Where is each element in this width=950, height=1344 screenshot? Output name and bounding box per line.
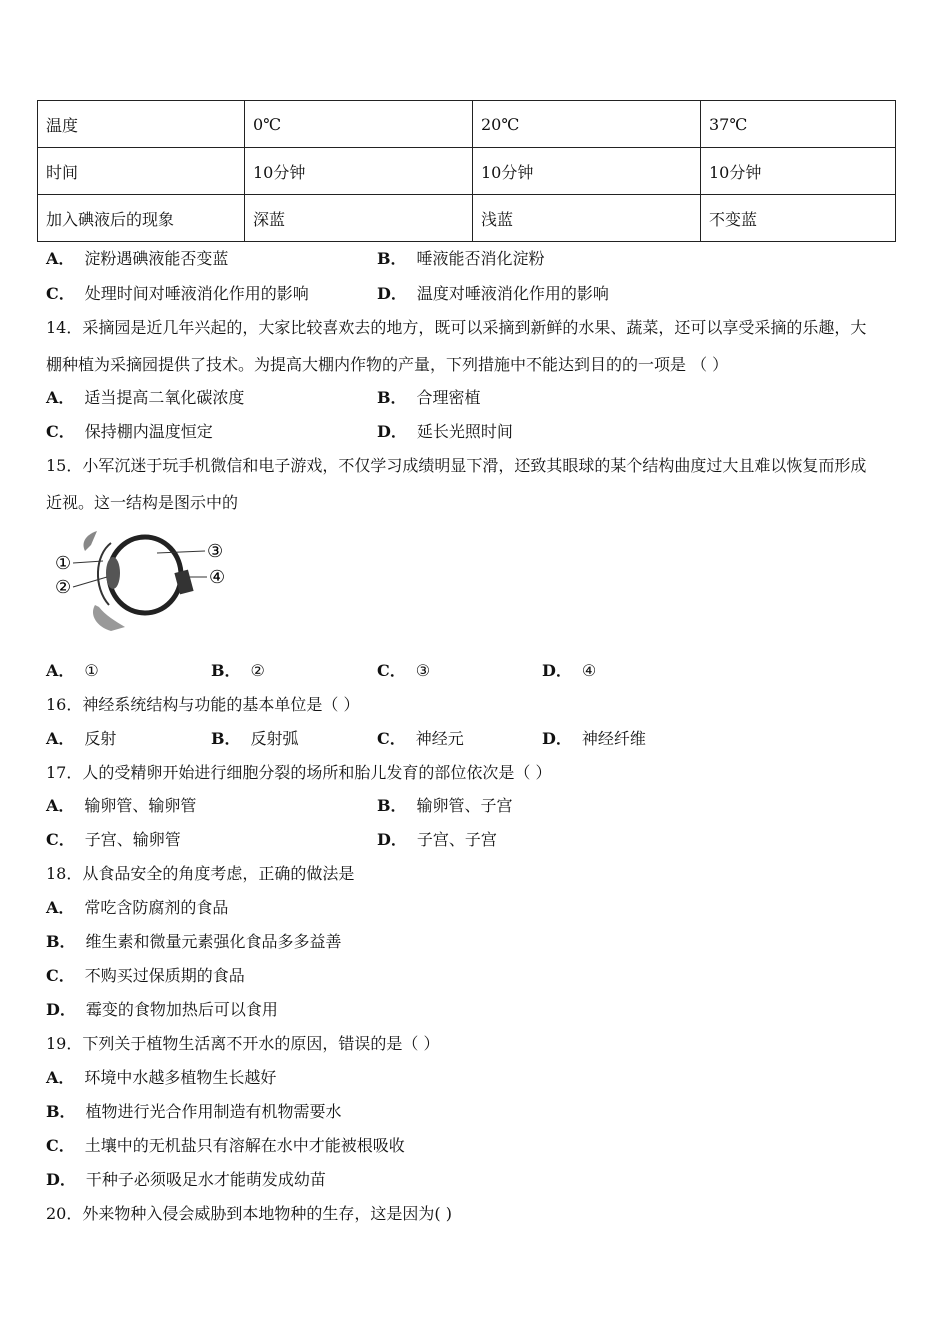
q16-option-c[interactable]: C． 神经元 <box>377 729 464 748</box>
q14-option-b[interactable]: B． 合理密植 <box>377 388 481 407</box>
q14-option-c[interactable]: C． 保持棚内温度恒定 <box>46 422 213 441</box>
leader-line <box>73 577 107 587</box>
label-1: ① <box>55 553 72 574</box>
table-cell: 浅蓝 <box>473 195 701 242</box>
q15-option-b[interactable]: B． ② <box>211 661 265 680</box>
q15-option-a[interactable]: A． ① <box>46 661 99 680</box>
q13-option-a[interactable]: A． 淀粉遇碘液能否变蓝 <box>46 249 229 268</box>
q17-option-b[interactable]: B． 输卵管、子宫 <box>377 796 513 815</box>
label-2: ② <box>55 577 72 598</box>
q13-option-d[interactable]: D． 温度对唾液消化作用的影响 <box>377 284 609 303</box>
q14-option-d[interactable]: D． 延长光照时间 <box>377 422 513 441</box>
eyeball-diagram <box>45 523 235 635</box>
q15-option-d[interactable]: D． ④ <box>542 661 597 680</box>
q18-option-a[interactable]: A． 常吃含防腐剂的食品 <box>46 898 229 917</box>
lens-shape <box>106 557 120 589</box>
table-cell: 不变蓝 <box>701 195 896 242</box>
q16-option-a[interactable]: A． 反射 <box>46 729 117 748</box>
table-cell: 加入碘液后的现象 <box>38 195 245 242</box>
q15-stem-line1: 15．小军沉迷于玩手机微信和电子游戏，不仅学习成绩明显下滑，还致其眼球的某个结构曲度过大且难以恢复而形成 <box>46 456 867 475</box>
experiment-table <box>37 100 896 242</box>
table-cell: 温度 <box>38 101 245 148</box>
q13-option-b[interactable]: B． 唾液能否消化淀粉 <box>377 249 545 268</box>
table-cell: 10分钟 <box>473 148 701 195</box>
q19-stem: 19．下列关于植物生活离不开水的原因，错误的是（ ） <box>46 1034 440 1053</box>
upper-eyelid-shape <box>84 531 98 551</box>
table-cell: 37℃ <box>701 101 896 148</box>
q14-option-a[interactable]: A． 适当提高二氧化碳浓度 <box>46 388 245 407</box>
q19-option-c[interactable]: C． 土壤中的无机盐只有溶解在水中才能被根吸收 <box>46 1136 405 1155</box>
q15-option-c[interactable]: C． ③ <box>377 661 431 680</box>
table-cell: 10分钟 <box>245 148 473 195</box>
q16-option-b[interactable]: B． 反射弧 <box>211 729 299 748</box>
lower-eyelid-shape <box>93 605 125 631</box>
q18-option-b[interactable]: B． 维生素和微量元素强化食品多多益善 <box>46 932 342 951</box>
table-cell: 0℃ <box>245 101 473 148</box>
table-cell: 20℃ <box>473 101 701 148</box>
q16-option-d[interactable]: D． 神经纤维 <box>542 729 646 748</box>
q18-option-d[interactable]: D． 霉变的食物加热后可以食用 <box>46 1000 278 1019</box>
table-row <box>38 101 896 148</box>
table-cell: 时间 <box>38 148 245 195</box>
label-3: ③ <box>207 541 224 562</box>
table-cell: 10分钟 <box>701 148 896 195</box>
q20-stem: 20．外来物种入侵会威胁到本地物种的生存，这是因为( ) <box>46 1204 452 1223</box>
q14-stem-line2: 棚种植为采摘园提供了技术。为提高大棚内作物的产量，下列措施中不能达到目的的一项是 （ ） <box>46 355 729 374</box>
table-row <box>38 195 896 242</box>
table-cell: 深蓝 <box>245 195 473 242</box>
q13-option-c[interactable]: C． 处理时间对唾液消化作用的影响 <box>46 284 309 303</box>
q19-option-d[interactable]: D． 干种子必须吸足水才能萌发成幼苗 <box>46 1170 326 1189</box>
q17-stem: 17．人的受精卵开始进行细胞分裂的场所和胎儿发育的部位依次是（ ） <box>46 763 552 782</box>
q19-option-b[interactable]: B． 植物进行光合作用制造有机物需要水 <box>46 1102 342 1121</box>
label-4: ④ <box>209 567 226 588</box>
q17-option-d[interactable]: D． 子宫、子宫 <box>377 830 497 849</box>
table-row <box>38 148 896 195</box>
q17-option-c[interactable]: C． 子宫、输卵管 <box>46 830 181 849</box>
q16-stem: 16．神经系统结构与功能的基本单位是（ ） <box>46 695 360 714</box>
q18-stem: 18．从食品安全的角度考虑，正确的做法是 <box>46 864 355 883</box>
q14-stem-line1: 14．采摘园是近几年兴起的，大家比较喜欢去的地方，既可以采摘到新鲜的水果、蔬菜，还可以享受采摘的乐趣，大 <box>46 318 867 337</box>
q17-option-a[interactable]: A． 输卵管、输卵管 <box>46 796 197 815</box>
q15-stem-line2: 近视。这一结构是图示中的 <box>46 493 239 512</box>
q18-option-c[interactable]: C． 不购买过保质期的食品 <box>46 966 245 985</box>
q19-option-a[interactable]: A． 环境中水越多植物生长越好 <box>46 1068 277 1087</box>
